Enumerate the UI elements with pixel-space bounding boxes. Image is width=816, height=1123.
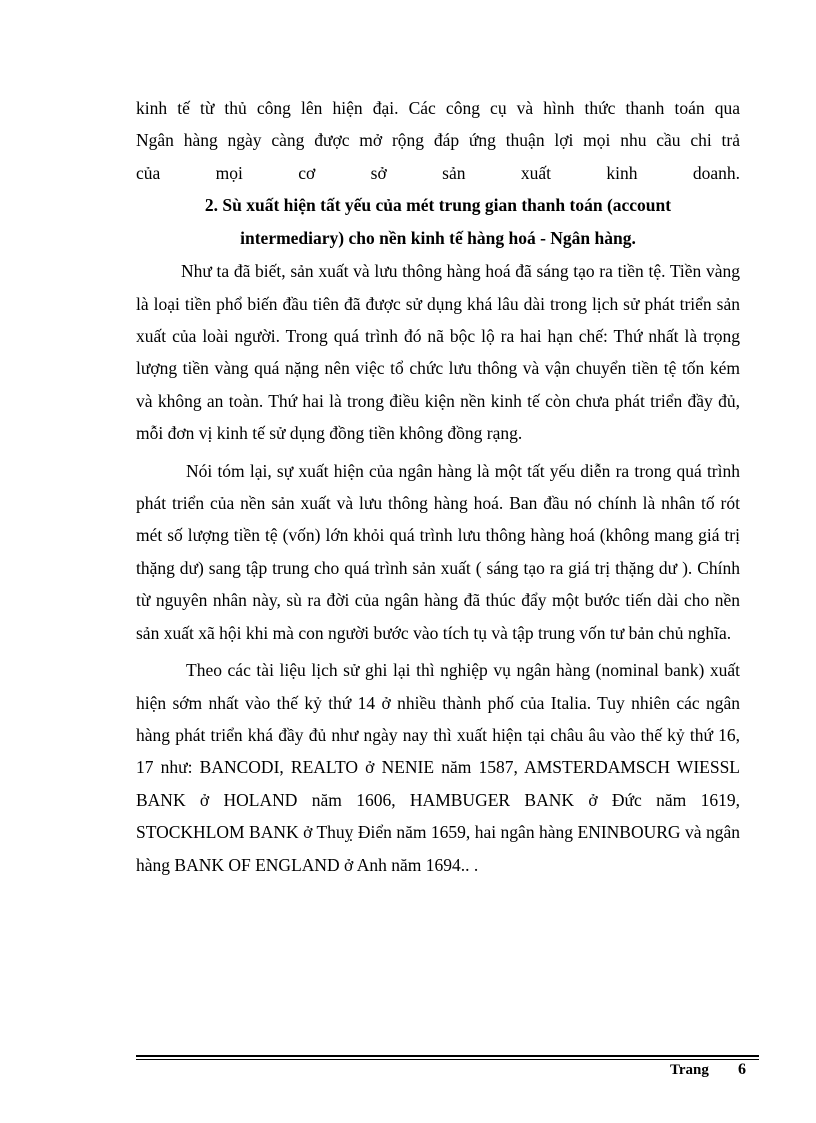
- section-heading-line-2: intermediary) cho nền kinh tế hàng hoá - Ngân hàng.: [240, 228, 636, 249]
- section-heading: [136, 189, 740, 255]
- page-number: 6: [738, 1061, 746, 1078]
- paragraph-1: Như ta đã biết, sản xuất và lưu thông hàng hoá đã sáng tạo ra tiền tệ. Tiền vàng là loại tiền phổ biến đầu tiên đã được sử dụng khá lâu dài trong lịch sử phát triển sản xuất của loài người. Trong quá trình đó nã bộc lộ ra hai hạn chế: Thứ nhất là trọng lượng tiền vàng quá nặng nên việc tổ chức lưu thông và vận chuyển tiền tệ tốn kém và không an toàn. Thứ hai là trong điều kiện nền kinh tế còn chưa phát triển đầy đủ, mỗi đơn vị kinh tế sử dụng đồng tiền không đồng rạng.: [136, 261, 740, 444]
- paragraph-2: Nói tóm lại, sự xuất hiện của ngân hàng là một tất yếu diễn ra trong quá trình phát triển của nền sản xuất và lưu thông hàng hoá. Ban đầu nó chính là nhân tố rót mét số lượng tiền tệ (vốn) lớn khỏi quá trình lưu thông hàng hoá (không mang giá trị thặng dư) sang tập trung cho quá trình sản xuất ( sáng tạo ra giá trị thặng dư ). Chính từ nguyên nhân này, sù ra đời của ngân hàng đã thúc đẩy một bước tiến dài cho nền sản xuất xã hội khi mà con người bước vào tích tụ và tập trung vốn tư bản chủ nghĩa.: [136, 460, 740, 643]
- page-label: Trang: [670, 1062, 709, 1078]
- intro-line-2: Ngân hàng ngày càng được mở rộng đáp ứng thuận lợi mọi nhu cầu chi trả: [136, 130, 740, 151]
- intro-line-1: kinh tế từ thủ công lên hiện đại. Các công cụ và hình thức thanh toán qua: [136, 98, 740, 118]
- paragraph-3: Theo các tài liệu lịch sử ghi lại thì nghiệp vụ ngân hàng (nominal bank) xuất hiện sớm nhất vào thế kỷ thứ 14 ở nhiều thành phố của Italia. Tuy nhiên các ngân hàng phát triển khá đầy đủ như ngày nay thì xuất hiện tại châu âu vào thế kỷ thứ 16, 17 như: BANCODI, REALTO ở NENIE năm 1587, AMSTERDAMSCH WIESSL BANK ở HOLAND năm 1606, HAMBUGER BANK ở Đức năm 1619, STOCKHLOM BANK ở Thuỵ Điển năm 1659, hai ngân hàng ENINBOURG và ngân hàng BANK OF ENGLAND ở Anh năm 1694.. .: [136, 660, 740, 875]
- page-footer: [136, 1050, 759, 1090]
- document-body: [136, 92, 740, 881]
- footer-rule-thin: [136, 1059, 759, 1060]
- footer-rule-thick: [136, 1055, 759, 1057]
- section-heading-line-1: 2. Sù xuất hiện tất yếu của mét trung gian thanh toán (account: [204, 195, 672, 216]
- intro-paragraph: [136, 92, 740, 189]
- intro-line-3: của mọi cơ sở sản xuất kinh doanh.: [136, 162, 740, 183]
